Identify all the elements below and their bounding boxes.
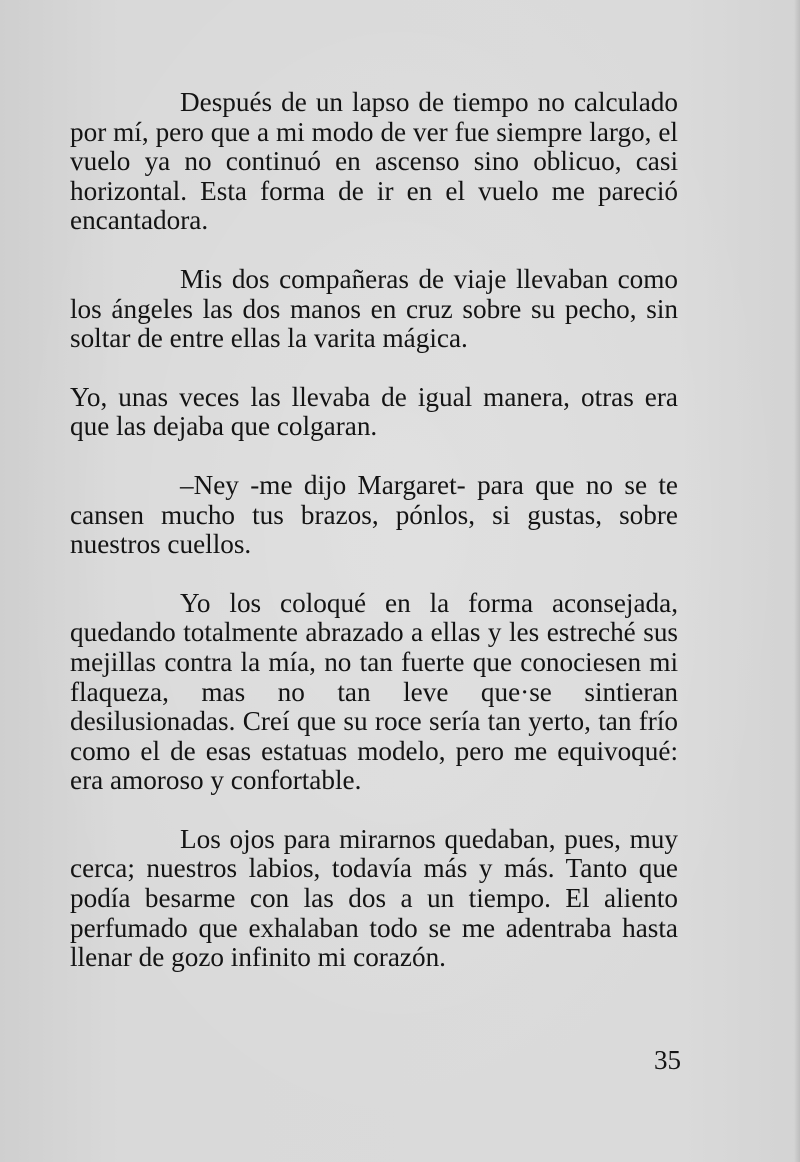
paragraph-3: Yo, unas veces las llevaba de igual manera, otras era que las dejaba que colgaran. bbox=[70, 381, 678, 442]
paragraph-2: Mis dos compañeras de viaje llevaban como los ángeles las dos manos en cruz sobre su pecho, sin soltar de entre ellas la varita mágica. bbox=[70, 263, 678, 354]
page-edge-shadow bbox=[794, 0, 800, 1162]
body-text bbox=[70, 88, 678, 1002]
page-number: 35 bbox=[654, 1045, 681, 1075]
paragraph-6: Los ojos para mirarnos quedaban, pues, muy cerca; nuestros labios, todavía más y más. Tanto que podía besarme con las dos a un tiempo. El aliento perfumado que exhalaban todo se me adentraba hasta llenar de gozo infinito mi corazón. bbox=[70, 823, 678, 973]
paragraph-1: Después de un lapso de tiempo no calculado por mí, pero que a mi modo de ver fue siempre largo, el vuelo ya no continuó en ascenso sino oblicuo, casi horizontal. Esta forma de ir en el vuelo me pareció encantadora. bbox=[70, 87, 678, 236]
paragraph-4: –Ney -me dijo Margaret- para que no se te cansen mucho tus brazos, pónlos, si gustas, sobre nuestros cuellos. bbox=[70, 469, 678, 560]
paragraph-5: Yo los coloqué en la forma aconsejada, quedando totalmente abrazado a ellas y les estreché sus mejillas contra la mía, no tan fuerte que conociesen mi flaqueza, mas no tan leve que·se sintieran desilusionadas. Creí que su roce sería tan yerto, tan frío como el de esas estatuas modelo, pero me equivoqué: era amoroso y confortable. bbox=[70, 587, 678, 796]
